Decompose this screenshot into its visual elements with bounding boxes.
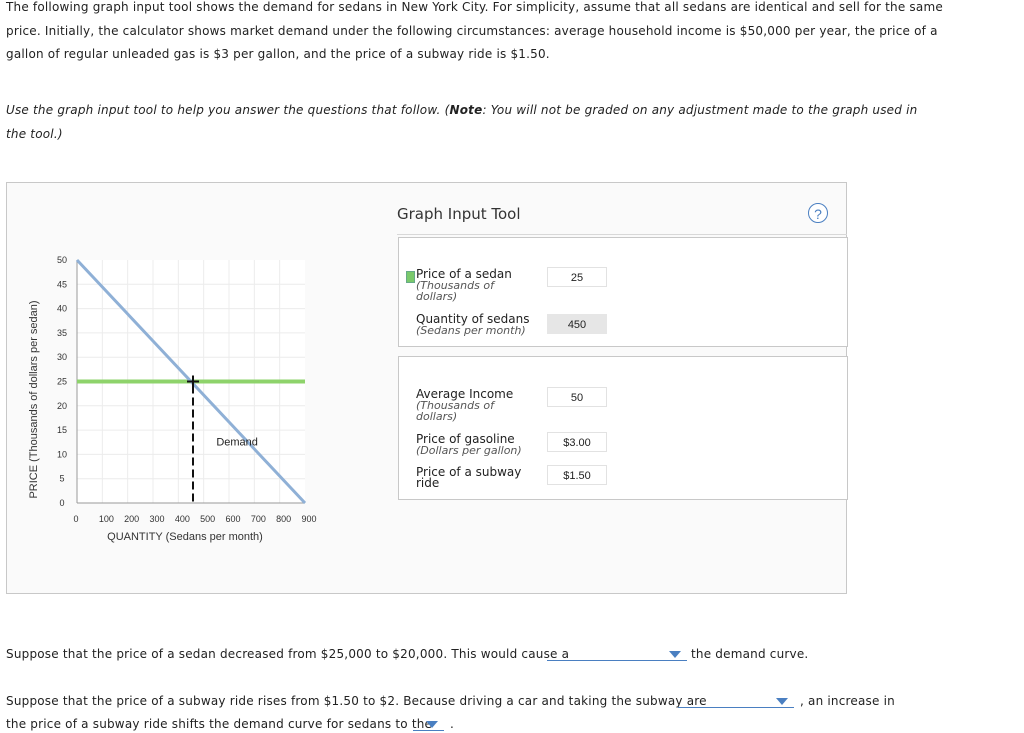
question-2-text: Suppose that the price of a subway ride rises from $1.50 to $2. Because driving a car and taking the subway are xyxy=(6,694,707,708)
question-1-dropdown[interactable] xyxy=(547,647,687,661)
graph-input-tool xyxy=(6,182,847,594)
tool-title: Graph Input Tool xyxy=(397,205,521,223)
y-tick-label: 15 xyxy=(56,425,68,436)
title-divider xyxy=(397,234,847,235)
quantity-value: 450 xyxy=(547,314,607,334)
y-tick-label: 50 xyxy=(56,255,68,265)
note-label: Note xyxy=(449,103,483,117)
intro-text xyxy=(6,0,1006,67)
price-line-swatch-icon xyxy=(406,271,415,283)
x-axis-title: QUANTITY (Sedans per month) xyxy=(107,531,263,543)
income-unit-2: dollars) xyxy=(416,410,458,423)
gasoline-value-input[interactable]: $3.00 xyxy=(547,432,607,452)
x-tick-label: 100 xyxy=(98,514,114,524)
demand-label: Demand xyxy=(216,436,258,449)
x-tick-label: 700 xyxy=(250,514,266,524)
question-3-suffix: . xyxy=(450,717,455,731)
question-3-dropdown[interactable] xyxy=(413,717,444,731)
question-2-dropdown[interactable] xyxy=(678,694,794,708)
income-row xyxy=(416,389,513,422)
price-unit: (Thousands of xyxy=(416,279,494,292)
x-tick-label: 500 xyxy=(200,514,216,524)
subway-label: Price of a subway xyxy=(416,465,522,479)
price-quantity-panel xyxy=(398,237,848,347)
shifters-panel xyxy=(398,356,848,500)
question-1-suffix: the demand curve. xyxy=(691,647,809,661)
gasoline-unit: (Dollars per gallon) xyxy=(416,444,522,457)
chevron-down-icon xyxy=(426,721,438,728)
x-tick-label: 300 xyxy=(149,514,165,524)
instructions-part1: Use the graph input tool to help you answer the questions that follow. ( xyxy=(6,103,450,117)
y-tick-label: 45 xyxy=(56,279,68,290)
question-3-text: the price of a subway ride shifts the demand curve for sedans to the xyxy=(6,717,433,731)
x-tick-label: 0 xyxy=(73,514,79,524)
help-icon[interactable]: ? xyxy=(808,203,828,223)
quantity-label: Quantity of sedans xyxy=(416,312,530,326)
instructions xyxy=(6,98,1006,146)
x-tick-label: 600 xyxy=(225,514,241,524)
price-value-input[interactable]: 25 xyxy=(547,267,607,287)
gasoline-row xyxy=(416,434,522,456)
x-tick-label: 400 xyxy=(174,514,190,524)
income-unit: (Thousands of xyxy=(416,399,494,412)
price-unit-2: dollars) xyxy=(416,290,458,303)
instructions-line2: the tool.) xyxy=(6,127,63,141)
subway-row xyxy=(416,467,521,489)
chevron-down-icon xyxy=(776,698,788,705)
quantity-row xyxy=(416,314,530,336)
question-1-text: Suppose that the price of a sedan decreased from $25,000 to $20,000. This would cause a xyxy=(6,647,570,661)
y-tick-label: 0 xyxy=(59,498,65,508)
income-label: Average Income xyxy=(416,387,514,401)
x-tick-label: 900 xyxy=(301,514,317,524)
x-tick-label: 800 xyxy=(276,514,292,524)
subway-label-2: ride xyxy=(416,476,440,490)
intro-line-3: gallon of regular unleaded gas is $3 per gallon, and the price of a subway ride is $1.50. xyxy=(6,47,550,61)
y-tick-label: 20 xyxy=(56,400,68,411)
gasoline-label: Price of gasoline xyxy=(416,432,515,446)
y-tick-label: 35 xyxy=(56,327,68,338)
demand-graph[interactable] xyxy=(7,183,387,595)
subway-value-input[interactable]: $1.50 xyxy=(547,465,607,485)
y-tick-label: 25 xyxy=(56,376,68,387)
question-2-suffix: , an increase in xyxy=(800,694,895,708)
y-axis-title: PRICE (Thousands of dollars per sedan) xyxy=(28,300,40,499)
intro-line-2: price. Initially, the calculator shows market demand under the following circumstances: average household income is $50,000 per year, the price of a xyxy=(6,23,938,38)
price-row xyxy=(416,269,512,302)
y-tick-label: 30 xyxy=(56,352,68,363)
x-tick-label: 200 xyxy=(124,514,140,524)
y-tick-label: 10 xyxy=(56,449,68,460)
intro-line-1: The following graph input tool shows the demand for sedans in New York City. For simplicity, assume that all sedans are identical and sell for the same xyxy=(6,0,943,14)
instructions-part2: : You will not be graded on any adjustment made to the graph used in xyxy=(482,103,918,117)
income-value-input[interactable]: 50 xyxy=(547,387,607,407)
chevron-down-icon xyxy=(669,651,681,658)
y-tick-label: 5 xyxy=(59,473,65,484)
price-label: Price of a sedan xyxy=(416,267,512,281)
quantity-unit: (Sedans per month) xyxy=(416,324,526,337)
y-tick-label: 40 xyxy=(56,303,68,314)
